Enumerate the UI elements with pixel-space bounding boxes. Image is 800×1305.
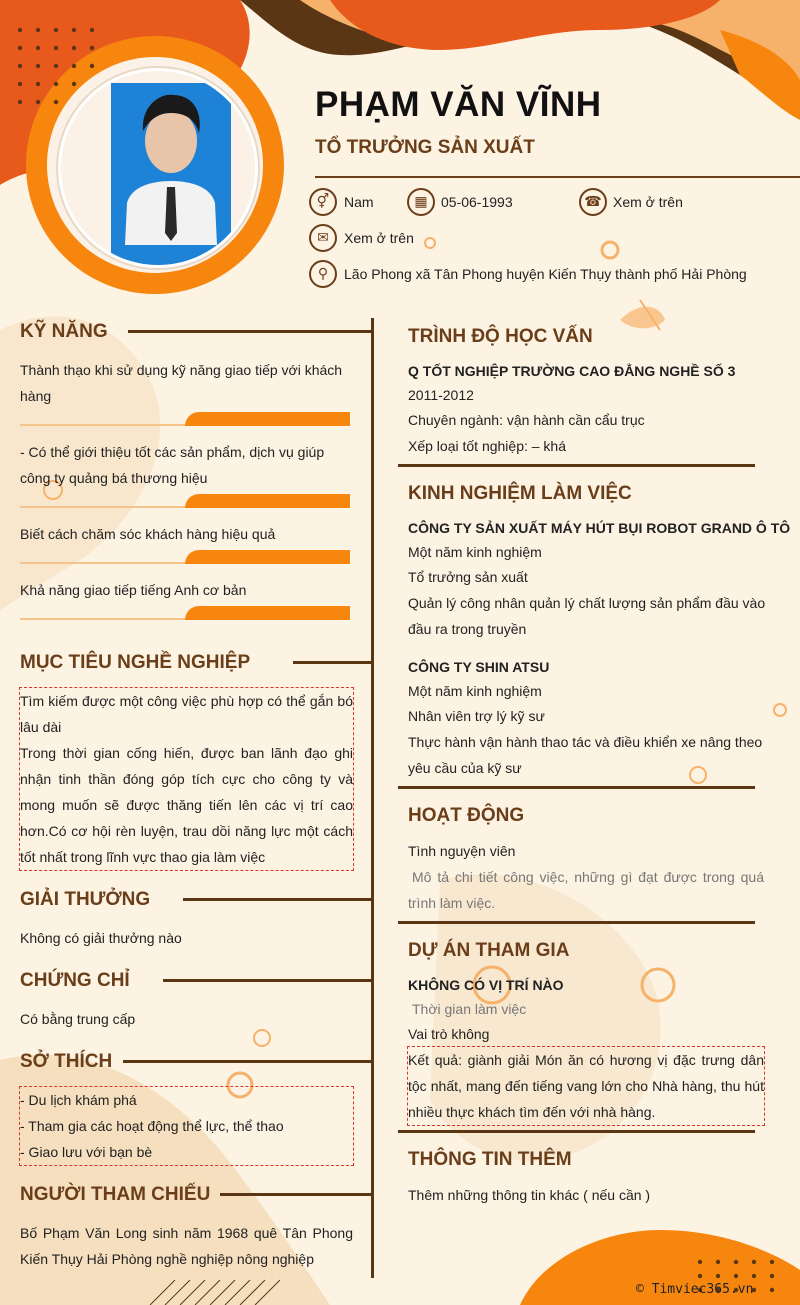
location-icon: ⚲ [309,260,337,288]
education-grade: Xếp loại tốt nghiệp: – khá [408,438,567,454]
hobby-item: - Tham gia các hoạt động thể lực, thể thao [20,1118,284,1134]
job-title: TỔ TRƯỞNG SẢN XUẤT [315,137,535,158]
activity-description: Mô tả chi tiết công việc, những gì đạt được trong quá trình làm việc. [408,869,764,911]
project-time: Thời gian làm việc [412,1001,527,1017]
photo-frame [111,245,231,268]
job-duration: Một năm kinh nghiệm [408,683,542,699]
education-period: 2011-2012 [408,387,474,403]
job-role: Tổ trưởng sản xuất [408,569,528,585]
projects-divider [398,1130,755,1133]
skill-item: Thành thạo khi sử dụng kỹ năng giao tiếp với khách hàng [20,362,343,404]
skill-bar [20,494,350,508]
job-description: Thực hành vận hành thao tác và điều khiển xe nâng theo yêu cầu của kỹ sư [408,734,763,776]
gender-value: Nam [344,194,374,210]
job-role: Nhân viên trợ lý kỹ sư [408,708,545,724]
phone-value: Xem ở trên [613,194,683,210]
experience-divider [398,786,755,789]
email-value: Xem ở trên [344,230,414,246]
references-title: NGƯỜI THAM CHIẾU [20,1184,211,1205]
objective-line-1: Tìm kiếm được một công việc phù hợp có thể gắn bó lâu dài [20,693,353,735]
job-company: CÔNG TY SHIN ATSU [408,659,550,675]
certificates-title: CHỨNG CHỈ [20,970,130,991]
experience-title: KINH NGHIỆM LÀM VIỆC [408,483,632,504]
job-company: CÔNG TY SẢN XUẤT MÁY HÚT BỤI ROBOT GRAND Ô TÔ [408,520,791,536]
activities-title: HOẠT ĐỘNG [408,805,525,826]
title-divider [315,176,800,178]
objective-title: MỤC TIÊU NGHỀ NGHIỆP [20,652,251,673]
calendar-icon: ▦ [407,188,435,216]
objective-line-2: Trong thời gian cống hiến, được ban lãnh đạo ghi nhận tinh thần đóng góp tích cực cho công ty và mong muốn sẽ được thăng tiến lên các vị trí cao hơn.Có cơ hội rèn luyện, trau dồi năng lực một cách tốt nhất trong lĩnh vực thao gia làm việc [20,745,353,865]
skill-item: - Có thể giới thiệu tốt các sản phẩm, dịch vụ giúp công ty quảng bá thương hiệu [20,444,325,486]
awards-text: Không có giải thưởng nào [20,930,182,946]
objective-divider [293,661,373,664]
project-name: KHÔNG CÓ VỊ TRÍ NÀO [408,977,564,993]
skill-item: Khả năng giao tiếp tiếng Anh cơ bản [20,582,247,598]
skill-bar [20,550,350,564]
hobby-item: - Du lịch khám phá [20,1092,137,1108]
skill-item: Biết cách chăm sóc khách hàng hiệu quả [20,526,276,542]
certificates-divider [163,979,373,982]
certificates-text: Có bằng trung cấp [20,1011,136,1027]
references-text: Bố Phạm Văn Long sinh năm 1968 quê Tân Phong Kiến Thụy Hải Phòng nghề nghiệp nông nghiệp [20,1225,353,1267]
references-divider [220,1193,373,1196]
skill-bar [20,606,350,620]
birthdate-value: 05-06-1993 [441,194,513,210]
skills-title: KỸ NĂNG [20,321,108,342]
hobbies-divider [123,1060,373,1063]
hobby-item: - Giao lưu với bạn bè [20,1144,153,1160]
projects-title: DỰ ÁN THAM GIA [408,940,570,961]
education-major: Chuyên ngành: vận hành cần cẩu trục [408,412,645,428]
extra-title: THÔNG TIN THÊM [408,1149,572,1170]
watermark: © Timviec365.vn [636,1282,754,1297]
activities-divider [398,921,755,924]
skills-divider [128,330,373,333]
address-value: Lão Phong xã Tân Phong huyện Kiến Thụy thành phố Hải Phòng [344,266,747,282]
extra-text: Thêm những thông tin khác ( nếu cần ) [408,1187,651,1203]
job-duration: Một năm kinh nghiệm [408,544,542,560]
column-divider [371,318,374,1278]
awards-divider [183,898,373,901]
job-description: Quản lý công nhân quản lý chất lượng sản phẩm đầu vào đầu ra trong truyền [408,595,766,637]
hobbies-title: SỞ THÍCH [20,1051,113,1072]
project-result: Kết quả: giành giải Món ăn có hương vị đặc trưng dân tộc nhất, mang đến tiếng vang lớn cho Nhà hàng, thu hút nhiều thực khách tìm đến với nhà hàng. [408,1052,764,1120]
candidate-name: PHẠM VĂN VĨNH [315,85,602,124]
education-school: Q TỐT NGHIỆP TRƯỜNG CAO ĐẲNG NGHỀ SỐ 3 [408,363,736,379]
activity-role: Tình nguyện viên [408,843,516,859]
skill-bar [20,412,350,426]
project-role: Vai trò không [408,1026,490,1042]
avatar [58,68,258,268]
education-divider [398,464,755,467]
gender-icon: ⚥ [309,188,337,216]
email-icon: ✉ [309,224,337,252]
education-title: TRÌNH ĐỘ HỌC VẤN [408,326,593,347]
phone-icon: ☎ [579,188,607,216]
awards-title: GIẢI THƯỞNG [20,889,151,910]
profile-photo [111,83,231,245]
